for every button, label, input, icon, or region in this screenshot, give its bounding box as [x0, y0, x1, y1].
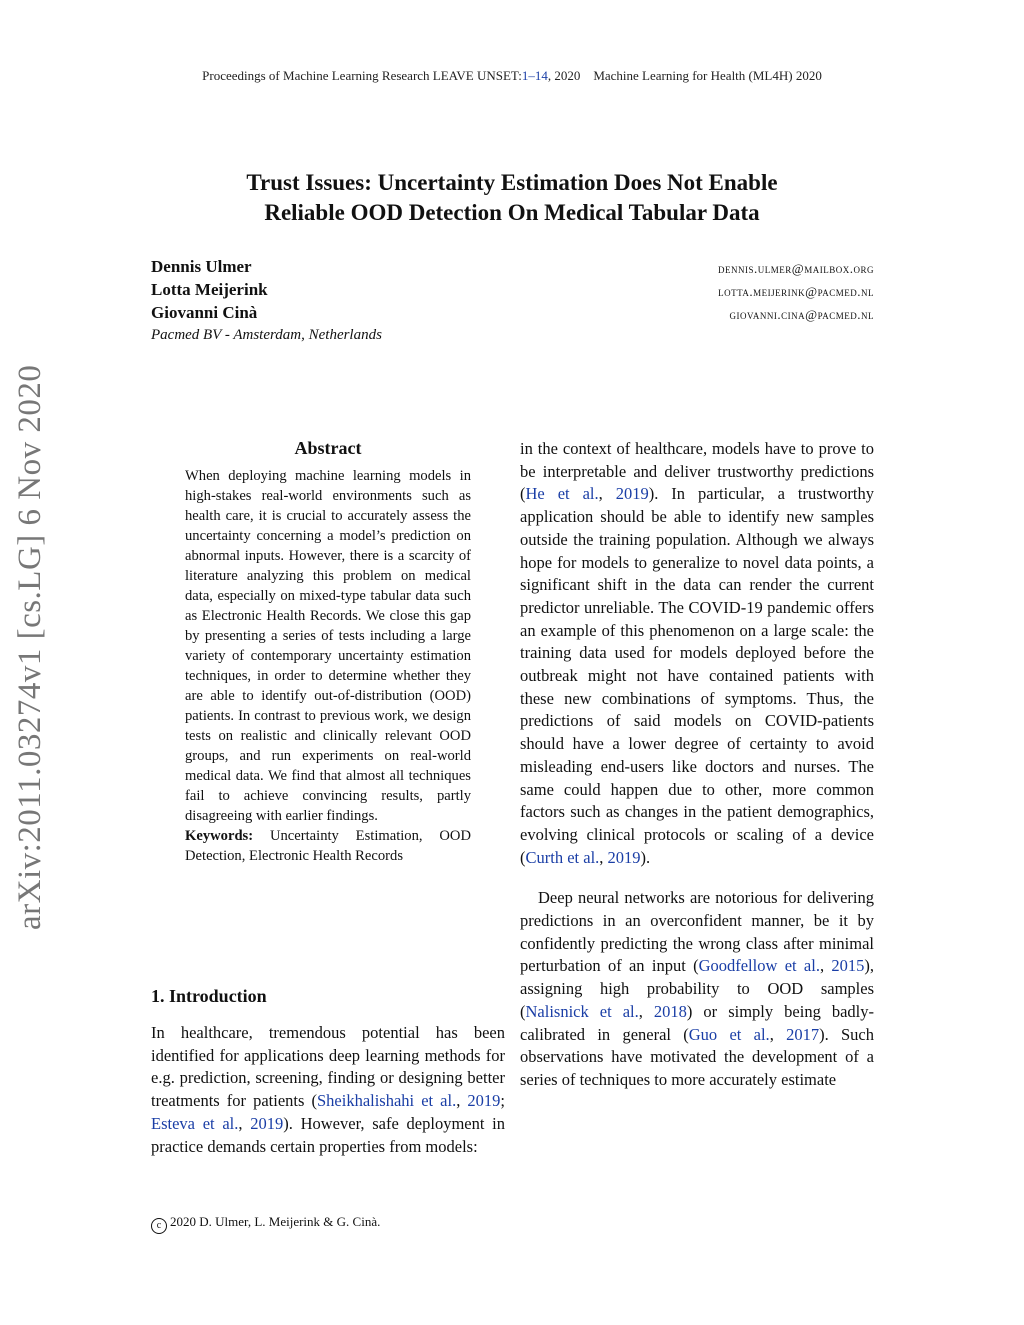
keywords-label: Keywords: [185, 828, 254, 844]
citation-goodfellow-year[interactable]: 2015 [831, 956, 865, 976]
author-name-2: Lotta Meijerink [151, 280, 268, 299]
affiliation: Pacmed BV - Amsterdam, Netherlands [151, 327, 382, 343]
citation-he[interactable]: He et al. [525, 484, 599, 504]
section-heading-introduction: 1. Introduction [151, 986, 267, 1006]
intro-paragraph-1-cont [520, 438, 874, 869]
intro-text: ). However, safe deployment in practice demands certain properties from models: [151, 1113, 506, 1156]
author-email-2[interactable]: lotta.meijerink@pacmed.nl [718, 284, 874, 299]
citation-esteva[interactable]: Esteva et al. [151, 1113, 239, 1133]
citation-nalisnick[interactable]: Nalisnick et al. [525, 1001, 639, 1021]
intro-text: ). Such observations have motivated the development of a series of techniques to more accurately estimate [520, 1024, 874, 1089]
intro-paragraph-1 [151, 1022, 505, 1158]
citation-separator: , [238, 1113, 251, 1133]
author-email-3[interactable]: giovanni.cina@pacmed.nl [729, 307, 874, 322]
abstract-body [185, 466, 471, 866]
intro-text: in the context of healthcare, models have to prove to be interpretable and deliver trustworthy predictions ( [520, 439, 874, 504]
title-line-2: Reliable OOD Detection On Medical Tabular Data [264, 200, 760, 225]
header-workshop: Machine Learning for Health (ML4H) 2020 [593, 68, 822, 83]
keywords-text: Uncertainty Estimation, OOD Detection, Electronic Health Records [185, 828, 472, 864]
copyright-footer [151, 1214, 380, 1234]
citation-curth-year[interactable]: 2019 [607, 847, 641, 867]
citation-guo[interactable]: Guo et al. [688, 1024, 770, 1044]
citation-guo-year[interactable]: 2017 [786, 1024, 820, 1044]
citation-separator: , [456, 1091, 468, 1111]
keywords-line [185, 826, 471, 866]
intro-text: ). [640, 847, 651, 867]
intro-paragraph-2 [520, 887, 874, 1091]
citation-sheikhalishahi[interactable]: Sheikhalishahi et al. [316, 1091, 457, 1111]
intro-text: ), assigning high probability to OOD samples ( [520, 956, 875, 1021]
header-year: , 2020 [547, 68, 581, 83]
intro-text: ). In particular, a trustworthy application should be able to identify new samples outside the training population. Although we always hope for models to generalize to novel data points, a significant shift in the data can render the current predictor unreliable. The COVID-19 pandemic offers an example of this phenomenon on a large scale: the training data used for models deployed before the outbreak might not have contained patients with these new combinations of symptoms. Thus, the predictions of said models on COVID-patients should have a lower degree of certainty to avoid misleading end-users like doctors and nurses. The same could happen due to other, more common factors such as changes in the patient demographics, evolving clinical protocols or scaling of a device ( [520, 484, 874, 867]
running-header [0, 68, 1024, 84]
copyright-icon: c [151, 1218, 167, 1234]
title-line-1: Trust Issues: Uncertainty Estimation Does Not Enable [246, 170, 778, 195]
intro-text: ) or simply being badly-calibrated in general ( [520, 1001, 874, 1044]
citation-separator: , [599, 847, 608, 867]
header-venue: Proceedings of Machine Learning Research LEAVE UNSET: [202, 68, 522, 83]
abstract-text: When deploying machine learning models in high-stakes real-world environments such as health care, it is crucial to accurately assess the uncertainty concerning a model’s prediction on abnormal inputs. However, there is a scarcity of literature analyzing this problem on medical data, especially on mixed-type tabular data such as Electronic Health Records. We close this gap by presenting a series of tests including a large variety of contemporary uncertainty estimation techniques, in order to determine whether they are able to identify out-of-distribution (OOD) patients. In contrast to previous work, we design tests on realistic and clinically relevant OOD groups, and run experiments on real-world medical data. We find that almost all techniques fail to achieve convincing results, partly disagreeing with earlier findings. [185, 468, 471, 824]
citation-separator: , [769, 1024, 787, 1044]
intro-right-column [520, 438, 874, 1092]
citation-separator: , [819, 956, 832, 976]
citation-separator: , [598, 484, 616, 504]
copyright-text: 2020 D. Ulmer, L. Meijerink & G. Cinà. [170, 1214, 381, 1229]
paper-title [120, 168, 904, 228]
author-name-1: Dennis Ulmer [151, 257, 252, 276]
citation-curth[interactable]: Curth et al. [525, 847, 600, 867]
arxiv-sidebar-id: arXiv:2011.03274v1 [cs.LG] 6 Nov 2020 [12, 364, 48, 930]
author-email-1[interactable]: dennis.ulmer@mailbox.org [718, 261, 874, 276]
citation-esteva-year[interactable]: 2019 [250, 1113, 284, 1133]
citation-separator: ; [500, 1091, 506, 1111]
citation-separator: , [638, 1001, 654, 1021]
citation-he-year[interactable]: 2019 [615, 484, 649, 504]
intro-left-column [151, 1022, 505, 1158]
citation-sheikhalishahi-year[interactable]: 2019 [467, 1091, 501, 1111]
intro-text: Deep neural networks are notorious for delivering predictions in an overconfident manner, be it by confidently predicting the wrong class after minimal perturbation of an input ( [520, 888, 874, 976]
abstract-heading: Abstract [294, 438, 362, 458]
citation-goodfellow[interactable]: Goodfellow et al. [698, 956, 820, 976]
intro-text: In healthcare, tremendous potential has been identified for applications deep learning methods for e.g. prediction, screening, finding or designing better treatments for patients ( [151, 1023, 505, 1111]
author-name-3: Giovanni Cinà [151, 303, 258, 322]
header-pages-link[interactable]: 1–14 [521, 68, 548, 83]
citation-nalisnick-year[interactable]: 2018 [653, 1001, 687, 1021]
